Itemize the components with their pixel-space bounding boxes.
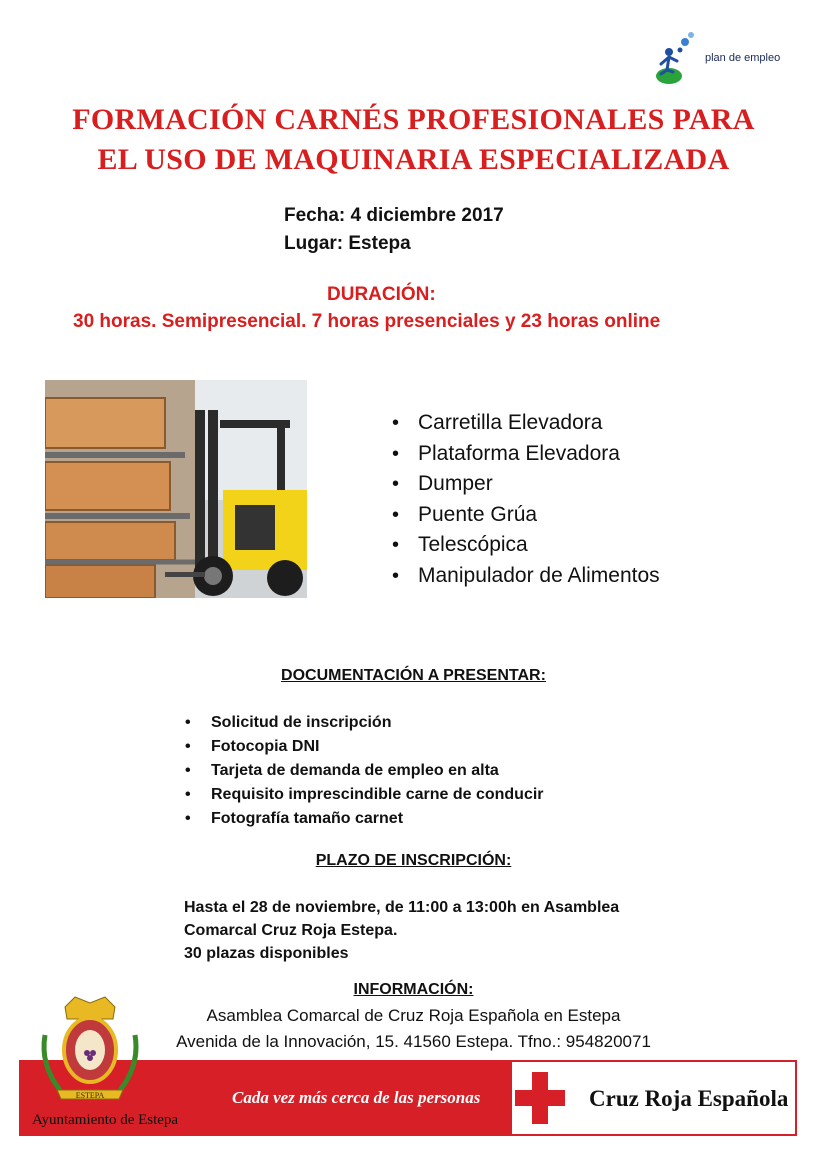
- plan-de-empleo-text: plan de empleo: [705, 52, 781, 64]
- list-item: • Puente Grúa: [392, 500, 660, 531]
- duracion-text: 30 horas. Semipresencial. 7 horas presenciales y 23 horas online: [73, 311, 661, 332]
- duracion-label: DURACIÓN:: [327, 284, 436, 305]
- list-item: • Plataforma Elevadora: [392, 439, 660, 470]
- list-item: • Carretilla Elevadora: [392, 408, 660, 439]
- list-item: • Manipulador de Alimentos: [392, 561, 660, 592]
- footer-slogan: Cada vez más cerca de las personas: [232, 1088, 481, 1107]
- list-item: • Fotografía tamaño carnet: [185, 807, 544, 831]
- informacion-line-2: Avenida de la Innovación, 15. 41560 Estepa. Tfno.: 954820071: [176, 1032, 651, 1051]
- title-line-1: FORMACIÓN CARNÉS PROFESIONALES PARA: [72, 103, 755, 136]
- list-item: • Solicitud de inscripción: [185, 711, 544, 735]
- plazo-line-3: 30 plazas disponibles: [184, 945, 349, 962]
- plazo-heading: PLAZO DE INSCRIPCIÓN:: [315, 852, 512, 869]
- plan-de-empleo-icon: [655, 30, 705, 90]
- machinery-list: [392, 408, 660, 591]
- red-cross-icon: [512, 1062, 572, 1134]
- list-item: • Fotocopia DNI: [185, 735, 544, 759]
- fecha-text: Fecha: 4 diciembre 2017: [284, 205, 504, 226]
- documentation-list: [185, 711, 544, 831]
- cruz-roja-brand: Cruz Roja Española: [589, 1086, 789, 1111]
- informacion-line-1: Asamblea Comarcal de Cruz Roja Española en Estepa: [206, 1006, 621, 1025]
- ayuntamiento-label: Ayuntamiento de Estepa: [32, 1112, 179, 1128]
- list-item: • Telescópica: [392, 530, 660, 561]
- forklift-photo: [45, 380, 307, 598]
- list-item: • Dumper: [392, 469, 660, 500]
- list-item: • Requisito imprescindible carne de conducir: [185, 783, 544, 807]
- informacion-heading: INFORMACIÓN:: [353, 981, 474, 998]
- list-item: • Tarjeta de demanda de empleo en alta: [185, 759, 544, 783]
- plazo-line-2: Comarcal Cruz Roja Estepa.: [184, 922, 398, 939]
- lugar-text: Lugar: Estepa: [284, 233, 411, 254]
- estepa-crest-icon: [35, 995, 145, 1105]
- crest-label: ESTEPA: [75, 1091, 105, 1100]
- plan-de-empleo-logo: [655, 30, 805, 90]
- title-line-2: EL USO DE MAQUINARIA ESPECIALIZADA: [97, 143, 730, 176]
- documentation-heading: DOCUMENTACIÓN A PRESENTAR:: [281, 667, 546, 684]
- plazo-line-1: Hasta el 28 de noviembre, de 11:00 a 13:00h en Asamblea: [184, 899, 620, 916]
